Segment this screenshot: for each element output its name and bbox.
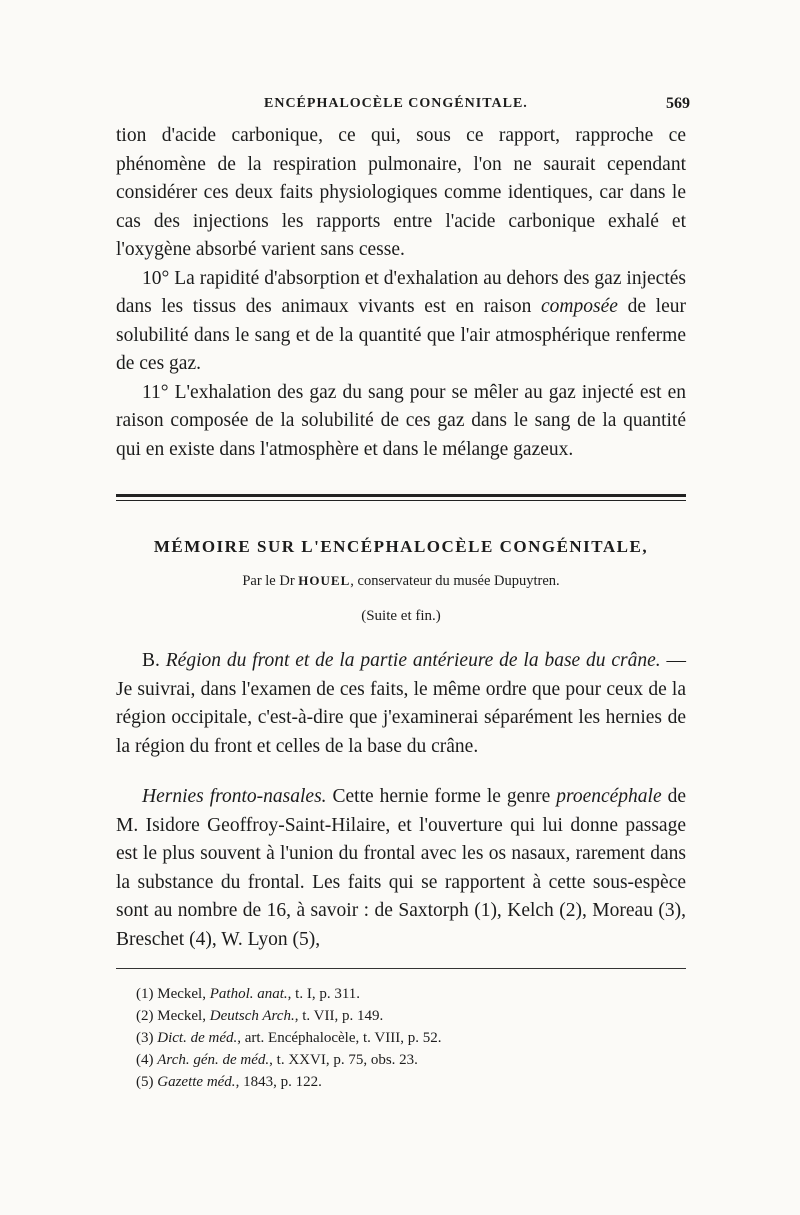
footnote-rule bbox=[116, 968, 686, 969]
footnote-ref: , art. Encéphalocèle, t. VIII, p. 52. bbox=[237, 1030, 442, 1046]
footnote-number: (3) bbox=[136, 1030, 154, 1046]
p10-emph: composée bbox=[541, 296, 618, 317]
footnote-item bbox=[136, 1005, 686, 1027]
footnote-source: Pathol. anat. bbox=[209, 986, 288, 1002]
footnote-ref: , t. XXVI, p. 75, obs. 23. bbox=[269, 1052, 418, 1068]
footnote-author: Meckel, bbox=[157, 1008, 210, 1024]
footnote-source: Deutsch Arch. bbox=[209, 1008, 295, 1024]
running-head bbox=[116, 95, 690, 122]
paragraph-10 bbox=[116, 265, 686, 379]
footnote-ref: , 1843, p. 122. bbox=[235, 1074, 322, 1090]
hernies-label: Hernies fronto-nasales. bbox=[142, 786, 327, 807]
p10-after: de leur solubilité dans le sang et de la quantité que l'air atmosphérique renferme de ces gaz. bbox=[116, 296, 686, 374]
author-name: HOUEL bbox=[298, 573, 351, 588]
hernies-text-2: de M. Isidore Geoffroy-Saint-Hilaire, et l'ouverture qui lui donne passage est le plus souvent à l'union du frontal avec les os nasaux, rarement dans la substance du frontal. Les faits qui se rapportent à cette sous-espèce sont au nombre de 16, à savoir : de Saxtorph (1), Kelch (2), Moreau (3), Breschet (4), W. Lyon (5), bbox=[116, 786, 687, 950]
page-number: 569 bbox=[666, 95, 690, 112]
footnote-source: Arch. gén. de méd. bbox=[157, 1052, 270, 1068]
footnote-item bbox=[136, 983, 686, 1005]
byline-suffix: , conservateur du musée Dupuytren. bbox=[350, 573, 560, 589]
section-b-title: Région du front et de la partie antérieure de la base du crâne. bbox=[165, 650, 661, 671]
running-title: ENCÉPHALOCÈLE CONGÉNITALE. bbox=[264, 96, 528, 111]
byline-prefix: Par le Dr bbox=[242, 573, 295, 589]
footnote-number: (5) bbox=[136, 1074, 154, 1090]
footnote-author: Meckel, bbox=[157, 986, 210, 1002]
paragraph-carbonic: tion d'acide carbonique, ce qui, sous ce rapport, rapproche ce phénomène de la respiration pulmonaire, l'on ne saurait cependant considérer ces deux faits physiologiques comme identiques, car dans le cas des injections les rapports entre l'acide carbonique exhalé et l'oxygène absorbé varient sans cesse. bbox=[116, 125, 686, 260]
footnote-number: (2) bbox=[136, 1008, 154, 1024]
footnote-number: (4) bbox=[136, 1052, 154, 1068]
page bbox=[116, 95, 690, 1093]
footnote-ref: , t. VII, p. 149. bbox=[294, 1008, 384, 1024]
memoir-title: MÉMOIRE SUR L'ENCÉPHALOCÈLE CONGÉNITALE, bbox=[153, 537, 649, 556]
byline bbox=[116, 573, 686, 590]
hernies-genre: proencéphale bbox=[556, 786, 662, 807]
footnotes bbox=[116, 983, 686, 1093]
footnote-number: (1) bbox=[136, 986, 154, 1002]
section-b-label: B. bbox=[142, 650, 160, 671]
footnote-item bbox=[136, 1071, 686, 1093]
suite-note: (Suite et fin.) bbox=[361, 608, 441, 624]
footnote-source: Dict. de méd. bbox=[157, 1030, 238, 1046]
footnote-item bbox=[136, 1049, 686, 1071]
hernies-text-1: Cette hernie forme le genre bbox=[326, 786, 557, 807]
paragraph-11: 11° L'exhalation des gaz du sang pour se mêler au gaz injecté est en raison composée de la solubilité de ces gaz dans le sang de la quantité qui en existe dans l'atmosphère et dans le mélange gazeux. bbox=[116, 381, 686, 460]
footnote-item bbox=[136, 1027, 686, 1049]
footnote-source: Gazette méd. bbox=[157, 1074, 236, 1090]
section-divider bbox=[116, 494, 686, 501]
p10-before: 10° La rapidité d'absorption et d'exhalation au dehors des gaz injectés dans les tissus des animaux vivants est en raison bbox=[116, 267, 686, 317]
memoir-heading bbox=[116, 537, 686, 625]
hernies-paragraph bbox=[116, 783, 686, 954]
section-b-paragraph bbox=[116, 647, 686, 761]
footnote-ref: , t. I, p. 311. bbox=[287, 986, 361, 1002]
section-b-text: — Je suivrai, dans l'examen de ces faits, le même ordre que pour ceux de la région occipitale, c'est-à-dire que j'examinerai séparément les hernies de la région du front et celles de la base du crâne. bbox=[116, 650, 687, 757]
